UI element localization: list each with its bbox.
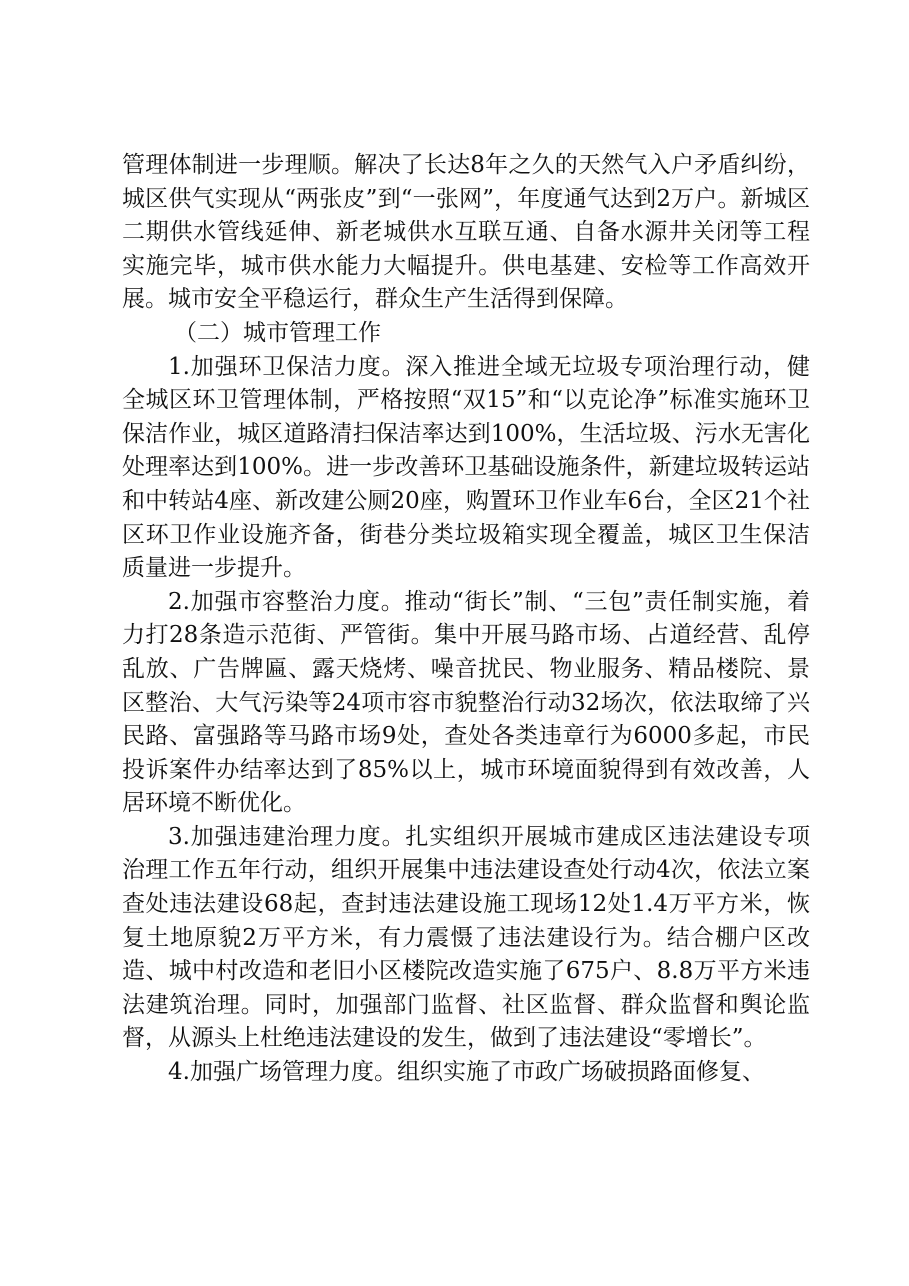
paragraph-sanitation: 1.加强环卫保洁力度。深入推进全域无垃圾专项治理行动，健全城区环卫管理体制，严格按照“双15”和“以克论净”标准实施环卫保洁作业，城区道路清扫保洁率达到100%，生活垃圾、污水无害化处理率达到100%。进一步改善环卫基础设施条件，新建垃圾转运站和中转站4座、新改建公厕20座，购置环卫作业车6台，全区21个社区环卫作业设施齐备，街巷分类垃圾箱实现全覆盖，城区卫生保洁质量进一步提升。 [122, 353, 810, 582]
document-page [122, 149, 810, 1090]
paragraph-illegal-construction: 3.加强违建治理力度。扎实组织开展城市建成区违法建设专项治理工作五年行动，组织开展集中违法建设查处行动4次，依法立案查处违法建设68起，查封违法建设施工现场12处1.4万平方米，恢复土地原貌2万平方米，有力震慑了违法建设行为。结合棚户区改造、城中村改造和老旧小区楼院改造实施了675户、8.8万平方米违法建筑治理。同时，加强部门监督、社区监督、群众监督和舆论监督，从源头上杜绝违法建设的发生，做到了违法建设“零增长”。 [122, 823, 810, 1052]
paragraph-city-appearance: 2.加强市容整治力度。推动“街长”制、“三包”责任制实施，着力打28条造示范街、严管街。集中开展马路市场、占道经营、乱停乱放、广告牌匾、露天烧烤、噪音扰民、物业服务、精品楼院、景区整治、大气污染等24项市容市貌整治行动32场次，依法取缔了兴民路、富强路等马路市场9处，查处各类违章行为6000多起，市民投诉案件办结率达到了85%以上，城市环境面貌得到有效改善，人居环境不断优化。 [122, 588, 810, 817]
paragraph-square-management: 4.加强广场管理力度。组织实施了市政广场破损路面修复、 [168, 1059, 765, 1086]
paragraph-intro: 管理体制进一步理顺。解决了长达8年之久的天然气入户矛盾纠纷，城区供气实现从“两张皮”到“一张网”，年度通气达到2万户。新城区二期供水管线延伸、新老城供水互联互通、自备水源井关闭等工程实施完毕，城市供水能力大幅提升。供电基建、安检等工作高效开展。城市安全平稳运行，群众生产生活得到保障。 [122, 152, 810, 313]
section-heading: （二）城市管理工作 [174, 319, 381, 346]
